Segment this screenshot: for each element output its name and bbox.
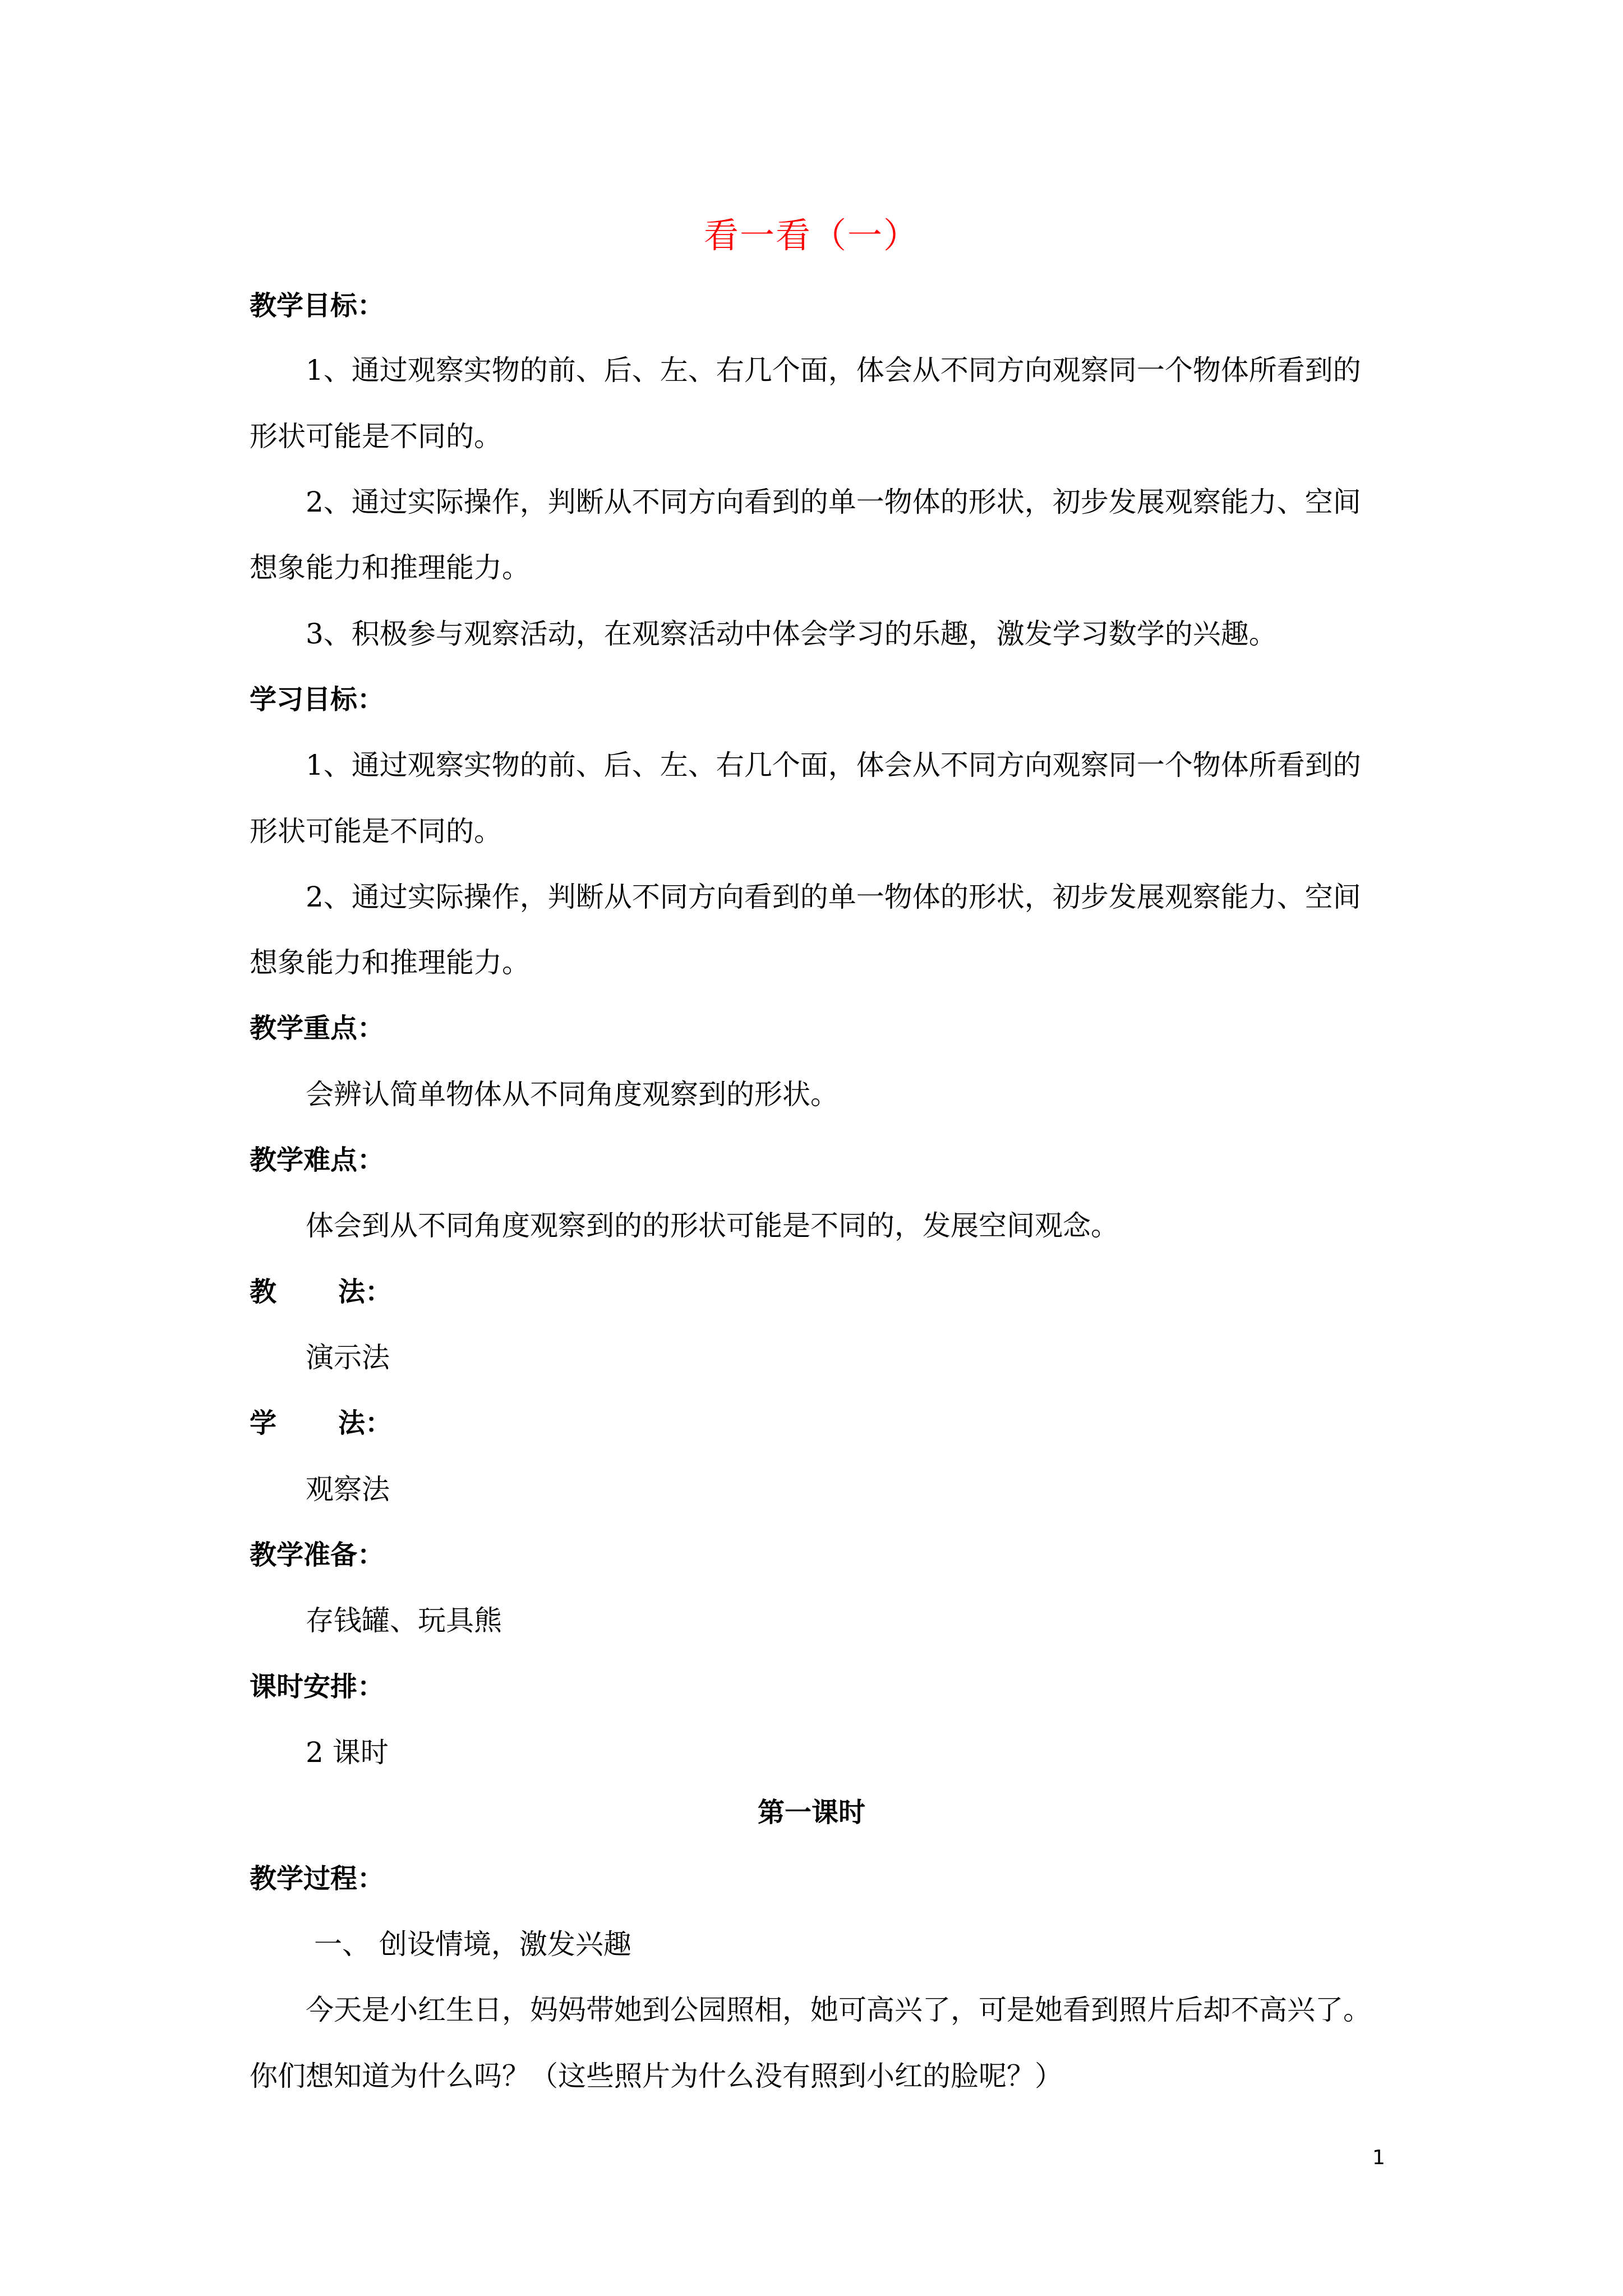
learning-goal-1-line-2: 形状可能是不同的。 — [250, 815, 502, 848]
learning-goals-heading: 学习目标： — [250, 684, 385, 715]
preparation-heading: 教学准备： — [250, 1539, 385, 1571]
teaching-goal-2-line-2: 想象能力和推理能力。 — [250, 551, 530, 584]
study-method-heading — [250, 1404, 392, 1443]
process-heading: 教学过程： — [250, 1863, 385, 1894]
preparation-text: 存钱罐、玩具熊 — [306, 1604, 502, 1637]
teaching-method-heading — [250, 1272, 392, 1312]
lesson-1-heading: 第一课时 — [757, 1797, 865, 1828]
document-title: 看一看（一） — [703, 215, 919, 256]
teaching-goal-1-line-1: 1、通过观察实物的前、后、左、右几个面，体会从不同方向观察同一个物体所看到的 — [306, 354, 1361, 386]
study-method-heading-char: 学 — [250, 1407, 277, 1439]
schedule-text: 2 课时 — [306, 1736, 389, 1769]
process-step-1: 一、 创设情境，激发兴趣 — [314, 1928, 631, 1961]
study-method-heading-suffix: 法： — [338, 1407, 393, 1439]
process-paragraph-line-2: 你们想知道为什么吗？（这些照片为什么没有照到小红的脸呢？） — [250, 2060, 1063, 2092]
teaching-goal-1-line-2: 形状可能是不同的。 — [250, 420, 502, 453]
study-method-text: 观察法 — [306, 1473, 390, 1506]
teaching-goals-heading: 教学目标： — [250, 290, 385, 321]
page-number: 1 — [1372, 2146, 1385, 2169]
learning-goal-1-line-1: 1、通过观察实物的前、后、左、右几个面，体会从不同方向观察同一个物体所看到的 — [306, 749, 1361, 781]
teaching-method-text: 演示法 — [306, 1341, 390, 1374]
schedule-heading: 课时安排： — [250, 1671, 385, 1703]
teaching-method-heading-char: 教 — [250, 1276, 277, 1308]
learning-goal-2-line-1: 2、通过实际操作，判断从不同方向看到的单一物体的形状，初步发展观察能力、空间 — [306, 881, 1361, 913]
teaching-goal-3-line-1: 3、积极参与观察活动，在观察活动中体会学习的乐趣，激发学习数学的兴趣。 — [306, 618, 1277, 650]
difficulty-text: 体会到从不同角度观察到的的形状可能是不同的，发展空间观念。 — [306, 1209, 1119, 1242]
key-point-heading: 教学重点： — [250, 1013, 385, 1044]
key-point-text: 会辨认简单物体从不同角度观察到的形状。 — [306, 1078, 838, 1111]
teaching-goal-2-line-1: 2、通过实际操作，判断从不同方向看到的单一物体的形状，初步发展观察能力、空间 — [306, 486, 1361, 518]
teaching-method-heading-suffix: 法： — [338, 1276, 393, 1308]
process-paragraph-line-1: 今天是小红生日，妈妈带她到公园照相，她可高兴了，可是她看到照片后却不高兴了。 — [306, 1994, 1371, 2026]
learning-goal-2-line-2: 想象能力和推理能力。 — [250, 946, 530, 979]
difficulty-heading: 教学难点： — [250, 1144, 385, 1176]
